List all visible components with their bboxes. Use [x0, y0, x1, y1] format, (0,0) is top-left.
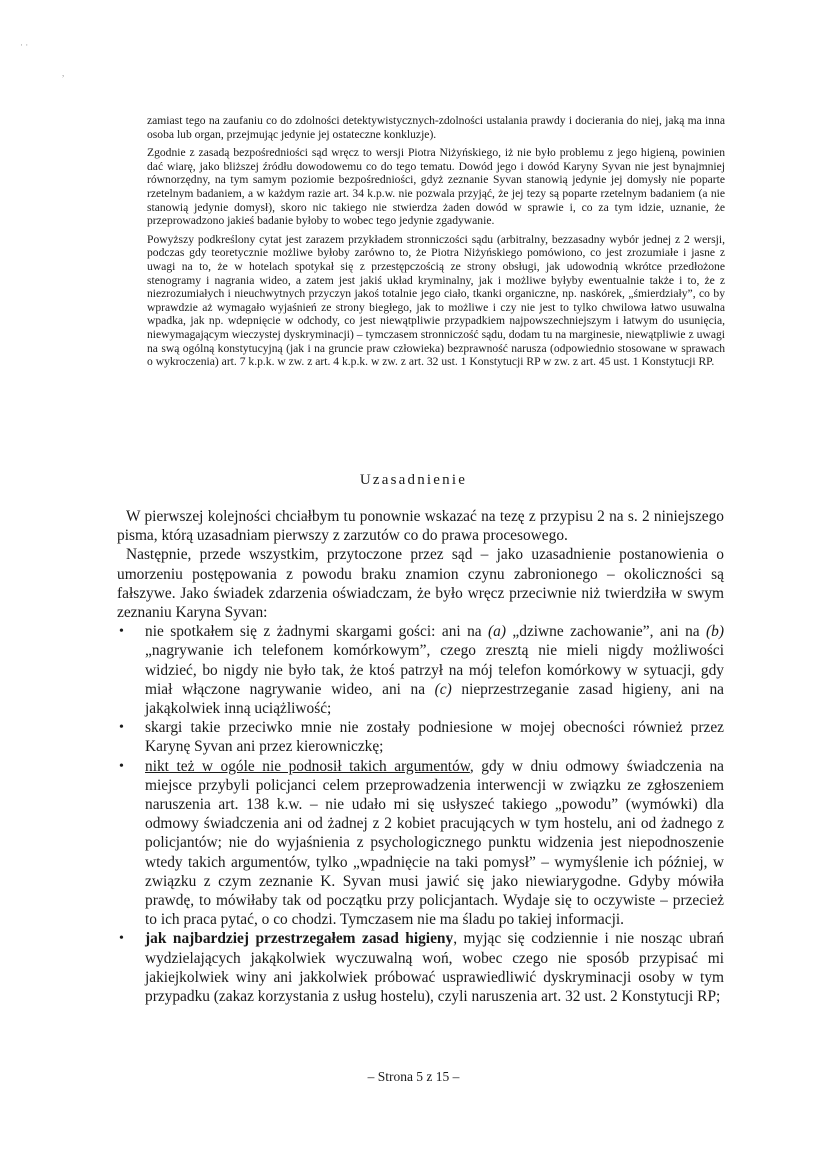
bullet-icon: • — [119, 931, 124, 947]
item-marker: (a) — [488, 623, 506, 641]
fragment-paragraph: Powyższy podkreślony cytat jest zarazem przykładem stronniczości sądu (arbitralny, bezzasadny wybór jednej z 2 wersji, podczas gdy teoretycznie możliwe byłoby zarówno to, że Piotra Niżyńskiego pomówiono, co jest zrozumiałe i jasne z uwagi na to, że w hotelach spotykał się z przestępczością ze strony obsługi, jak udowodnią wkrótce przedłożone stenogramy i nagrania wideo, a zatem jest jakiś układ kryminalny, jak i możliwe byłyby ewentualnie także i to, że z niezrozumiałych i nieuchwytnych przyczyn jakoś totalnie jego ciało, tkanki organiczne, np. naskórek, „śmierdziały”, co by wprawdzie aż wymagało wyjaśnień ze strony biegłego, jak to możliwe i czy nie jest to tylko chwilowa łatwo usuwalna wpadka, jak np. wdepnięcie w odchody, co jest niewątpliwie przypadkiem najpowszechniejszym i łatwym do usunięcia, niewymagającym wieczystej dyskryminacji) – tymczasem stronniczość sądu, dodam tu na marginesie, niewątpliwie z uwagi na swą ogólną konstytucyjną (jak i na gruncie praw człowieka) bezprawność narusza (odpowiednio stosowane w sprawach o wykroczenia) art. 7 k.p.k. w zw. z art. 4 k.p.k. w zw. z art. 32 ust. 1 Konstytucji RP w zw. z art. 45 ust. 1 Konstytucji RP. — [147, 232, 725, 369]
fragment-paragraph: Zgodnie z zasadą bezpośredniości sąd wręcz to wersji Piotra Niżyńskiego, iż nie było problemu z jego higieną, powinien dać wiarę, jako bliższej źródłu dowodowemu co do tego tematu. Dowód jego i dowód Karyny Syvan nie jest bynajmniej równorzędny, na tym samym poziomie bezpośredniości, gdyż zeznanie Syvan stanowią jedynie jej domysły nie poparte rzetelnym badaniem, a w każdym razie art. 34 k.p.w. nie pozwala przyjąć, że jej tezy są poparte rzetelnym badaniem (a nie stanowią jedynie domysł), skoro nic takiego nie stwierdza żaden dowód w sprawie i, co za tym idzie, uznanie, że przeprowadzono jakieś badanie byłoby to wobec tego jedynie zgadywanie. — [147, 146, 725, 228]
list-item: • skargi takie przeciwko mnie nie zostały podniesione w mojej obecności również przez Karynę Syvan ani przez kierowniczkę; — [119, 719, 724, 756]
quoted-fragment — [147, 114, 725, 374]
fragment-paragraph: zamiast tego na zaufaniu co do zdolności detektywistycznych-zdolności ustalania prawdy i docierania do niej, jaką ma inna osoba lub organ, przejmując jedynie jej ostateczne konkluzje). — [147, 114, 725, 141]
item-marker: (b) — [706, 623, 724, 641]
scan-speck: · · — [20, 40, 29, 50]
bullet-icon: • — [119, 624, 124, 640]
bullet-list — [117, 622, 724, 1006]
list-item: • jak najbardziej przestrzegałem zasad higieny, myjąc się codziennie i nie nosząc ubrań wydzielających jakąkolwiek wyczuwalną woń, wobec czego nie sposób przypisać mi jakiejkolwiek winy ani jakkolwiek próbować usprawiedliwić dyskryminacji osoby w tym przypadku (zakaz korzystania z usług hostelu), czyli naruszenia art. 32 ust. 2 Konstytucji RP; — [119, 930, 724, 1006]
scan-speck: , — [62, 68, 65, 78]
body-paragraph: Następnie, przede wszystkim, przytoczone przez sąd – jako uzasadnienie postanowienia o umorzeniu postępowania z powodu braku znamion czynu zabronionego – okoliczności są fałszywe. Jako świadek zdarzenia oświadczam, że było wręcz przeciwnie niż twierdziła w swym zeznaniu Karyna Syvan: — [117, 546, 724, 622]
bullet-icon: • — [119, 720, 124, 736]
list-item: • nie spotkałem się z żadnymi skargami gości: ani na (a) „dziwne zachowanie”, ani na (b) „nagrywanie ich telefonem komórkowym”, czego zresztą nie mieli nigdy możliwości widzieć, bo nigdy nie było tak, że ktoś patrzył na mój telefon komórkowy w sytuacji, gdy miał włączone nagrywanie wideo, ani na (c) nieprzestrzeganie zasad higieny, ani na jakąkolwiek inną uciążliwość; — [119, 623, 724, 718]
list-item: • nikt też w ogóle nie podnosił takich argumentów, gdy w dniu odmowy świadczenia na miejsce przybyli policjanci celem przeprowadzenia interwencji w związku ze zgłoszeniem naruszenia art. 138 k.w. – nie udało mi się usłyszeć takiego „powodu” (wymówki) dla odmowy świadczenia ani od żadnej z 2 kobiet pracujących w tym hostelu, ani od żadnego z policjantów; nie do wyjaśnienia z psychologicznego punktu widzenia jest niepodnoszenie wtedy takich argumentów, tylko „wpadnięcie na taki pomysł” – wymyślenie ich później, w związku z czym zeznanie K. Syvan musi jawić się jako niewiarygodne. Gdyby mówiła prawdę, to mówiłaby tak od początku przy policjantach. Wydaje się to oczywiste – przecież to ich praca pytać, o co chodzi. Tymczasem nie ma śladu po takiej informacji. — [119, 757, 724, 929]
main-body — [117, 507, 724, 1006]
item-marker: (c) — [434, 680, 452, 698]
underlined-phrase: nikt też w ogóle nie podnosił takich argumentów — [145, 757, 470, 775]
bullet-icon: • — [119, 758, 124, 774]
bold-phrase: jak najbardziej przestrzegałem zasad higieny — [145, 930, 454, 948]
body-paragraph: W pierwszej kolejności chciałbym tu ponownie wskazać na tezę z przypisu 2 na s. 2 niniejszego pisma, którą uzasadniam pierwszy z zarzutów co do prawa procesowego. — [117, 508, 724, 545]
section-heading: Uzasadnienie — [359, 472, 468, 488]
page-number: – Strona 5 z 15 – — [367, 1069, 460, 1084]
